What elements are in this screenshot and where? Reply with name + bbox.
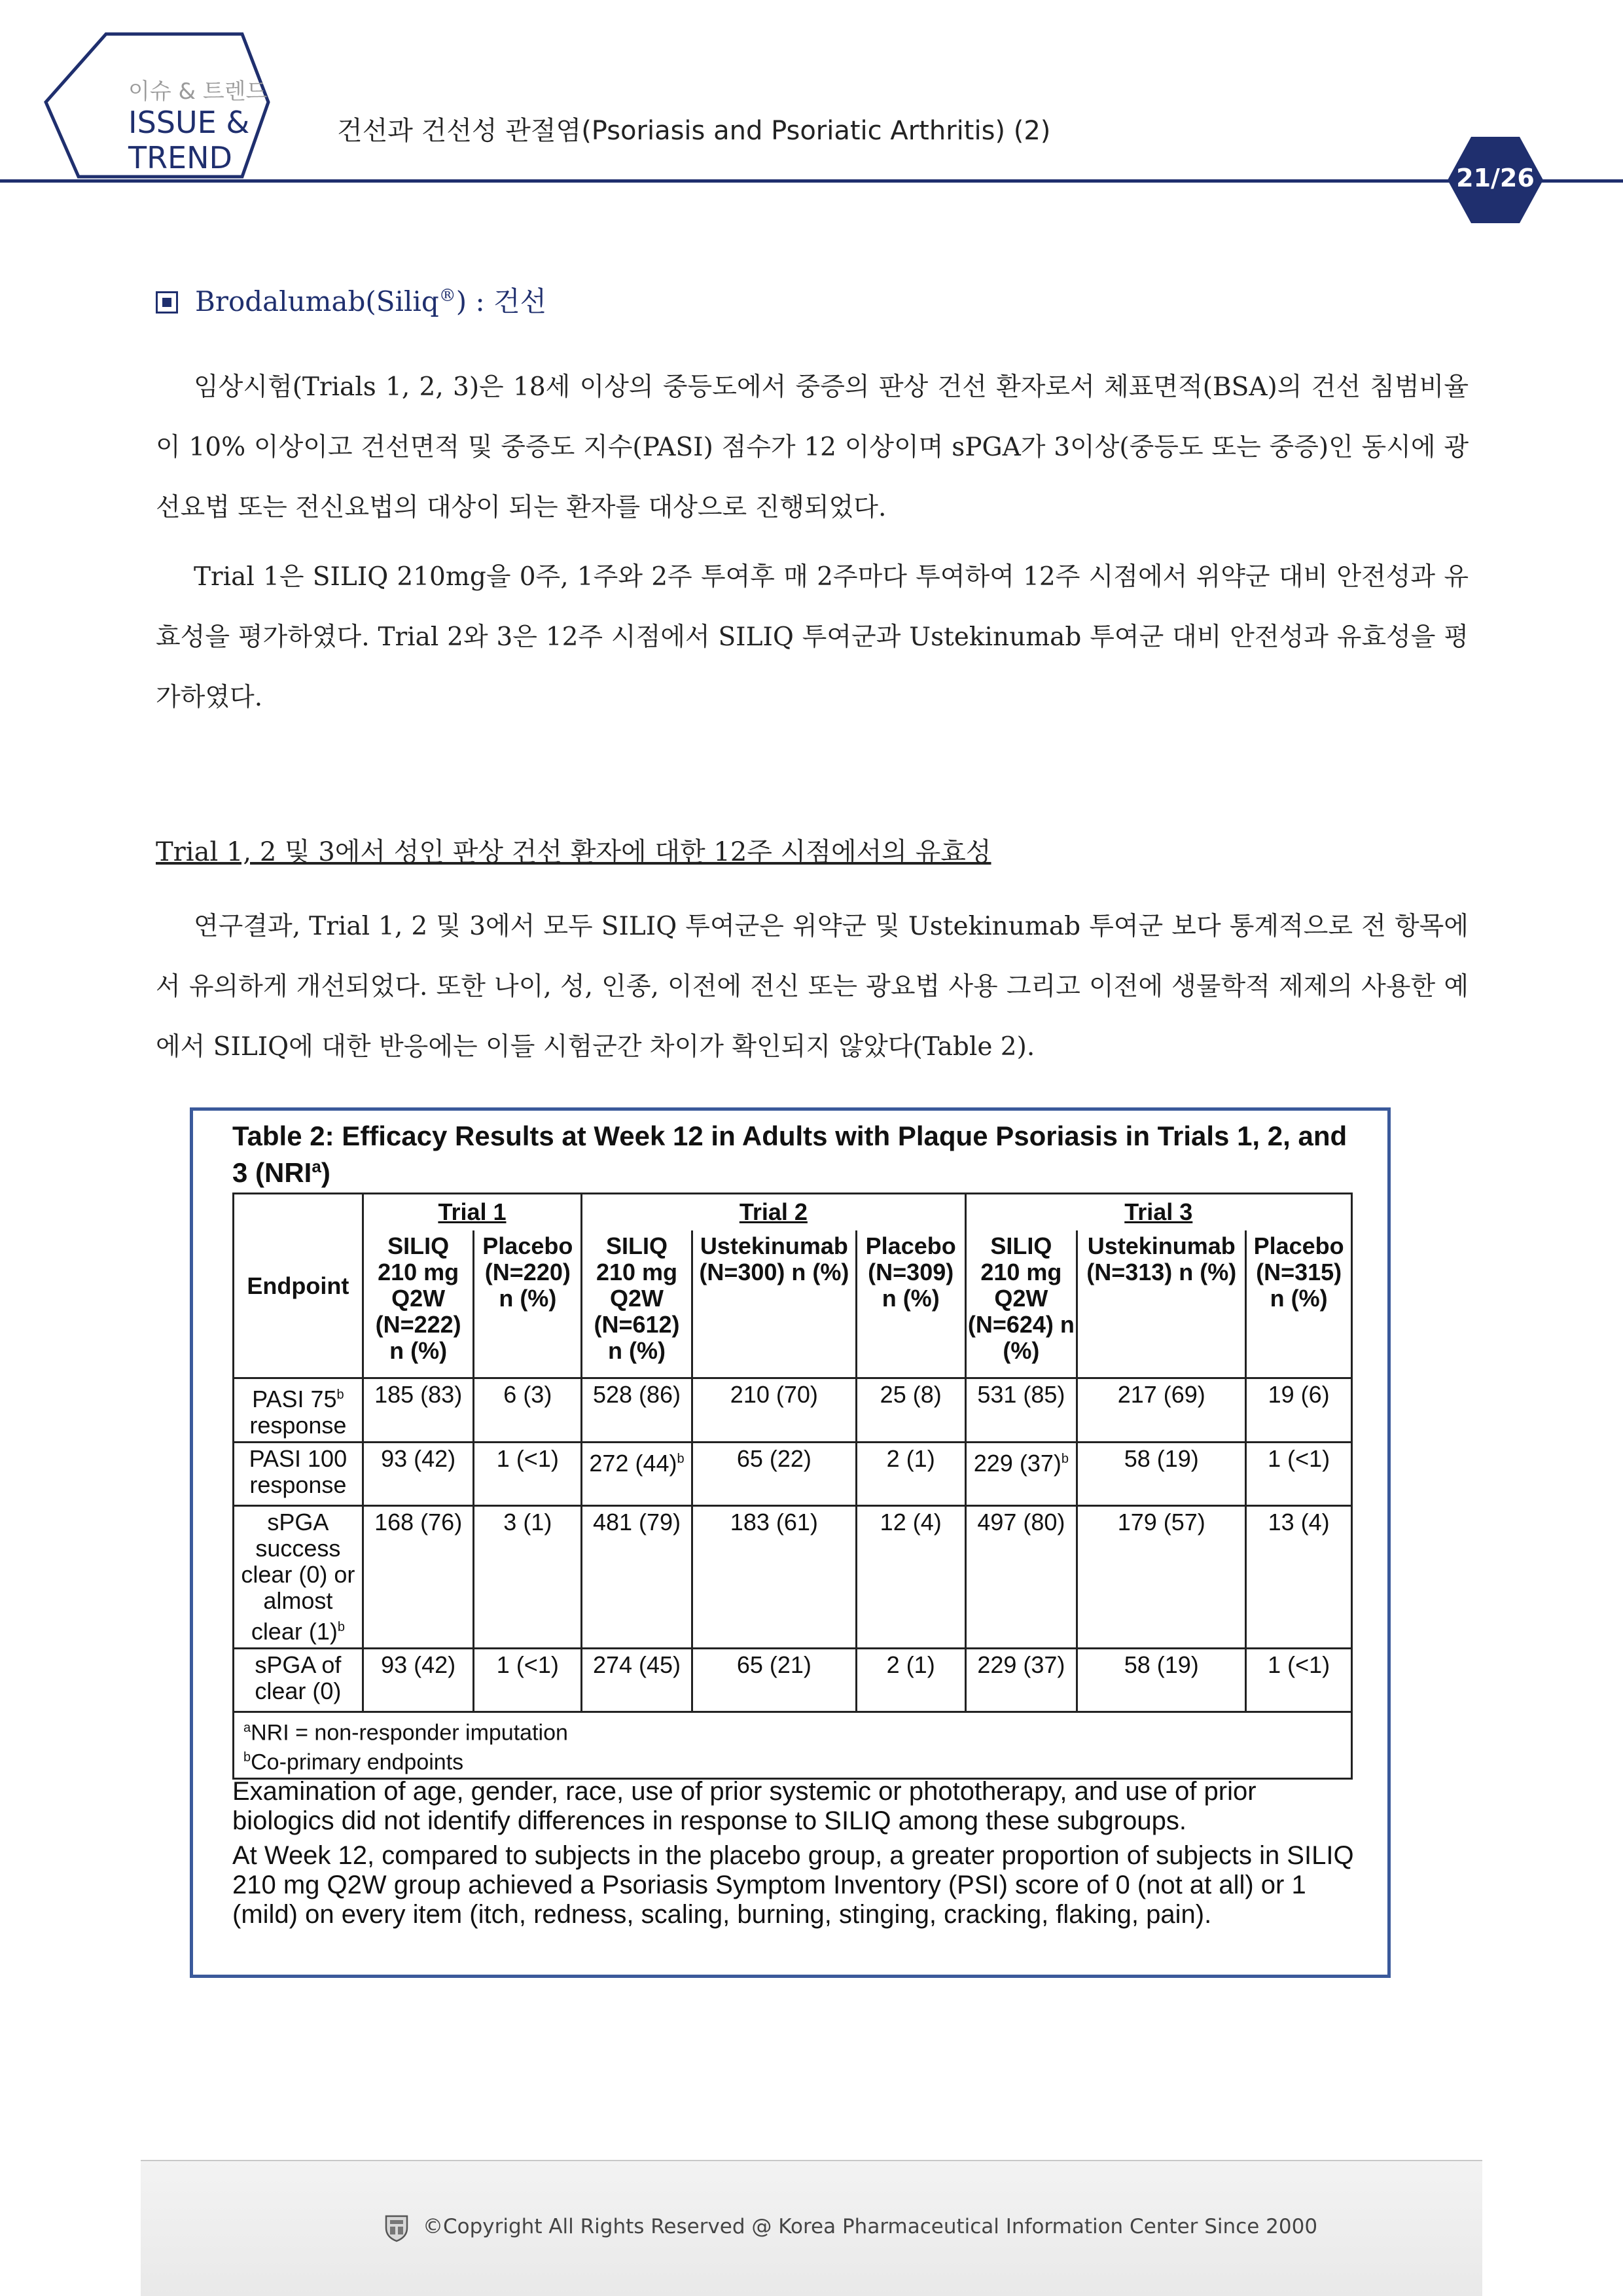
table-footnotes	[234, 1712, 1352, 1779]
section-heading: Brodalumab(Siliq®) : 건선	[156, 280, 546, 319]
paragraph-trial-design: 임상시험(Trials 1, 2, 3)은 18세 이상의 중등도에서 중증의 판상 건선 환자로서 체표면적(BSA)의 건선 침범비율이 10% 이상이고 건선면적 및 중증도 지수(PASI) 점수가 12 이상이며 sPGA가 3이상(중등도 또는 중증)인 동시에 광선요법 또는 전신요법의 대상이 되는 환자를 대상으로 진행되었다.	[156, 372, 1469, 522]
table-cell: 210 (70)	[692, 1378, 856, 1443]
column-header: SILIQ 210 mg Q2W (N=222) n (%)	[363, 1230, 474, 1378]
table-cell: 12 (4)	[856, 1506, 965, 1649]
table-cell: 168 (76)	[363, 1506, 474, 1649]
trial-1-header: Trial 1	[363, 1194, 581, 1230]
paragraph-results: 연구결과, Trial 1, 2 및 3에서 모두 SILIQ 투여군은 위약군 및 Ustekinumab 투여군 보다 통계적으로 전 항목에서 유의하게 개선되었다. 또한 나이, 성, 인종, 이전에 전신 또는 광요법 사용 그리고 이전에 생물학적 제제의 사용한 예에서 SILIQ에 대한 반응에는 이들 시험군간 차이가 확인되지 않았다(Table 2).	[156, 912, 1469, 1062]
table-cell: 217 (69)	[1077, 1378, 1246, 1443]
table-cell: 2 (1)	[856, 1649, 965, 1712]
footnote-a: $^a$NRI = non-responder imputation	[243, 1720, 568, 1746]
row-endpoint: sPGA success clear (0) or almost clear $(1)^b$	[234, 1506, 363, 1649]
square-bullet-icon	[156, 291, 178, 314]
table-title: Table 2: Efficacy Results at Week 12 in Adults with Plaque Psoriasis in Trials 1, 2, and 3 (NRI$^a$)	[232, 1121, 1347, 1188]
table-cell: 93 (42)	[363, 1443, 474, 1506]
column-header: Placebo (N=220) n (%)	[474, 1230, 582, 1378]
table-cell: 2 (1)	[856, 1443, 965, 1506]
table-row	[234, 1506, 1352, 1649]
table-cell: 93 (42)	[363, 1649, 474, 1712]
table-cell: 1 (<1)	[1246, 1443, 1352, 1506]
table-cell: 19 (6)	[1246, 1378, 1352, 1443]
table-cell: 65 (22)	[692, 1443, 856, 1506]
column-header: Ustekinumab (N=313) n (%)	[1077, 1230, 1246, 1378]
column-header: SILIQ 210 mg Q2W (N=624) n (%)	[965, 1230, 1077, 1378]
efficacy-table	[232, 1193, 1353, 1780]
table-cell: 1 (<1)	[1246, 1649, 1352, 1712]
trial-2-header: Trial 2	[582, 1194, 965, 1230]
table-cell: 13 (4)	[1246, 1506, 1352, 1649]
table-cell: 274 (45)	[582, 1649, 692, 1712]
header-divider-right	[1535, 179, 1623, 183]
paragraph-trial-protocol: Trial 1은 SILIQ 210mg을 0주, 1주와 2주 투여후 매 2주마다 투여하여 12주 시점에서 위약군 대비 안전성과 유효성을 평가하였다. Trial 2와 3은 12주 시점에서 SILIQ 투여군과 Ustekinumab 투여군 대비 안전성과 유효성을 평가하였다.	[156, 562, 1469, 712]
column-header: Placebo (N=309) n (%)	[856, 1230, 965, 1378]
table-cell: 1 (<1)	[474, 1649, 582, 1712]
endpoint-header: Endpoint	[234, 1194, 363, 1378]
table-cell: 185 (83)	[363, 1378, 474, 1443]
table-cell: 531 (85)	[965, 1378, 1077, 1443]
table-cell: 3 (1)	[474, 1506, 582, 1649]
table-cell: 481 (79)	[582, 1506, 692, 1649]
table-row	[234, 1443, 1352, 1506]
table-cell: 58 (19)	[1077, 1443, 1246, 1506]
table-cell: 25 (8)	[856, 1378, 965, 1443]
kpic-shield-icon	[385, 2214, 408, 2242]
table-footnotes-row	[234, 1712, 1352, 1779]
footnote-b: $^b$Co-primary endpoints	[243, 1749, 464, 1775]
table-cell: 179 (57)	[1077, 1506, 1246, 1649]
table-cell: 6 (3)	[474, 1378, 582, 1443]
table-cell: 183 (61)	[692, 1506, 856, 1649]
table-cell: 229 (37)	[965, 1649, 1077, 1712]
row-endpoint: PASI 100 response	[234, 1443, 363, 1506]
brand-label-korean: 이슈 & 트렌드	[128, 79, 268, 105]
table-cell: 58 (19)	[1077, 1649, 1246, 1712]
copyright-text: ©Copyright All Rights Reserved @ Korea Pharmaceutical Information Center Since 2000	[423, 2215, 1318, 2238]
table-cell: 229 $(37)^b$	[965, 1443, 1077, 1506]
column-header: Ustekinumab (N=300) n (%)	[692, 1230, 856, 1378]
note-psi: At Week 12, compared to subjects in the placebo group, a greater proportion of subjects in SILIQ 210 mg Q2W group achieved a Psoriasis Symptom Inventory (PSI) score of 0 (not at all) or 1 (mild) on every item (itch, redness, scaling, burning, stinging, cracking, flaking, pain).	[232, 1841, 1354, 1929]
column-header: Placebo (N=315) n (%)	[1246, 1230, 1352, 1378]
efficacy-table-figure	[190, 1107, 1391, 1978]
table-cell: 497 (80)	[965, 1506, 1077, 1649]
header-divider	[0, 179, 1479, 183]
table-cell: 528 (86)	[582, 1378, 692, 1443]
table-row	[234, 1378, 1352, 1443]
column-header: SILIQ 210 mg Q2W (N=612) n (%)	[582, 1230, 692, 1378]
table-cell: 65 (21)	[692, 1649, 856, 1712]
row-endpoint: PASI 75$^b$ response	[234, 1378, 363, 1443]
table-notes	[232, 1777, 1358, 1935]
table-cell: 272 $(44)^b$	[582, 1443, 692, 1506]
table-cell: 1 (<1)	[474, 1443, 582, 1506]
footer-divider	[141, 2160, 1482, 2161]
table-row	[234, 1649, 1352, 1712]
row-endpoint: sPGA of clear (0)	[234, 1649, 363, 1712]
brand-label-issue-trend: ISSUE & TREND	[128, 105, 250, 175]
efficacy-subheading: Trial 1, 2 및 3에서 성인 판상 건선 환자에 대한 12주 시점에서의 유효성	[156, 837, 991, 867]
trial-3-header: Trial 3	[965, 1194, 1351, 1230]
page-number: 21/26	[1456, 164, 1535, 192]
document-title: 건선과 건선성 관절염(Psoriasis and Psoriatic Arthritis) (2)	[337, 116, 1051, 146]
note-subgroups: Examination of age, gender, race, use of prior systemic or phototherapy, and use of prior biologics did not identify differences in response to SILIQ among these subgroups.	[232, 1777, 1257, 1835]
